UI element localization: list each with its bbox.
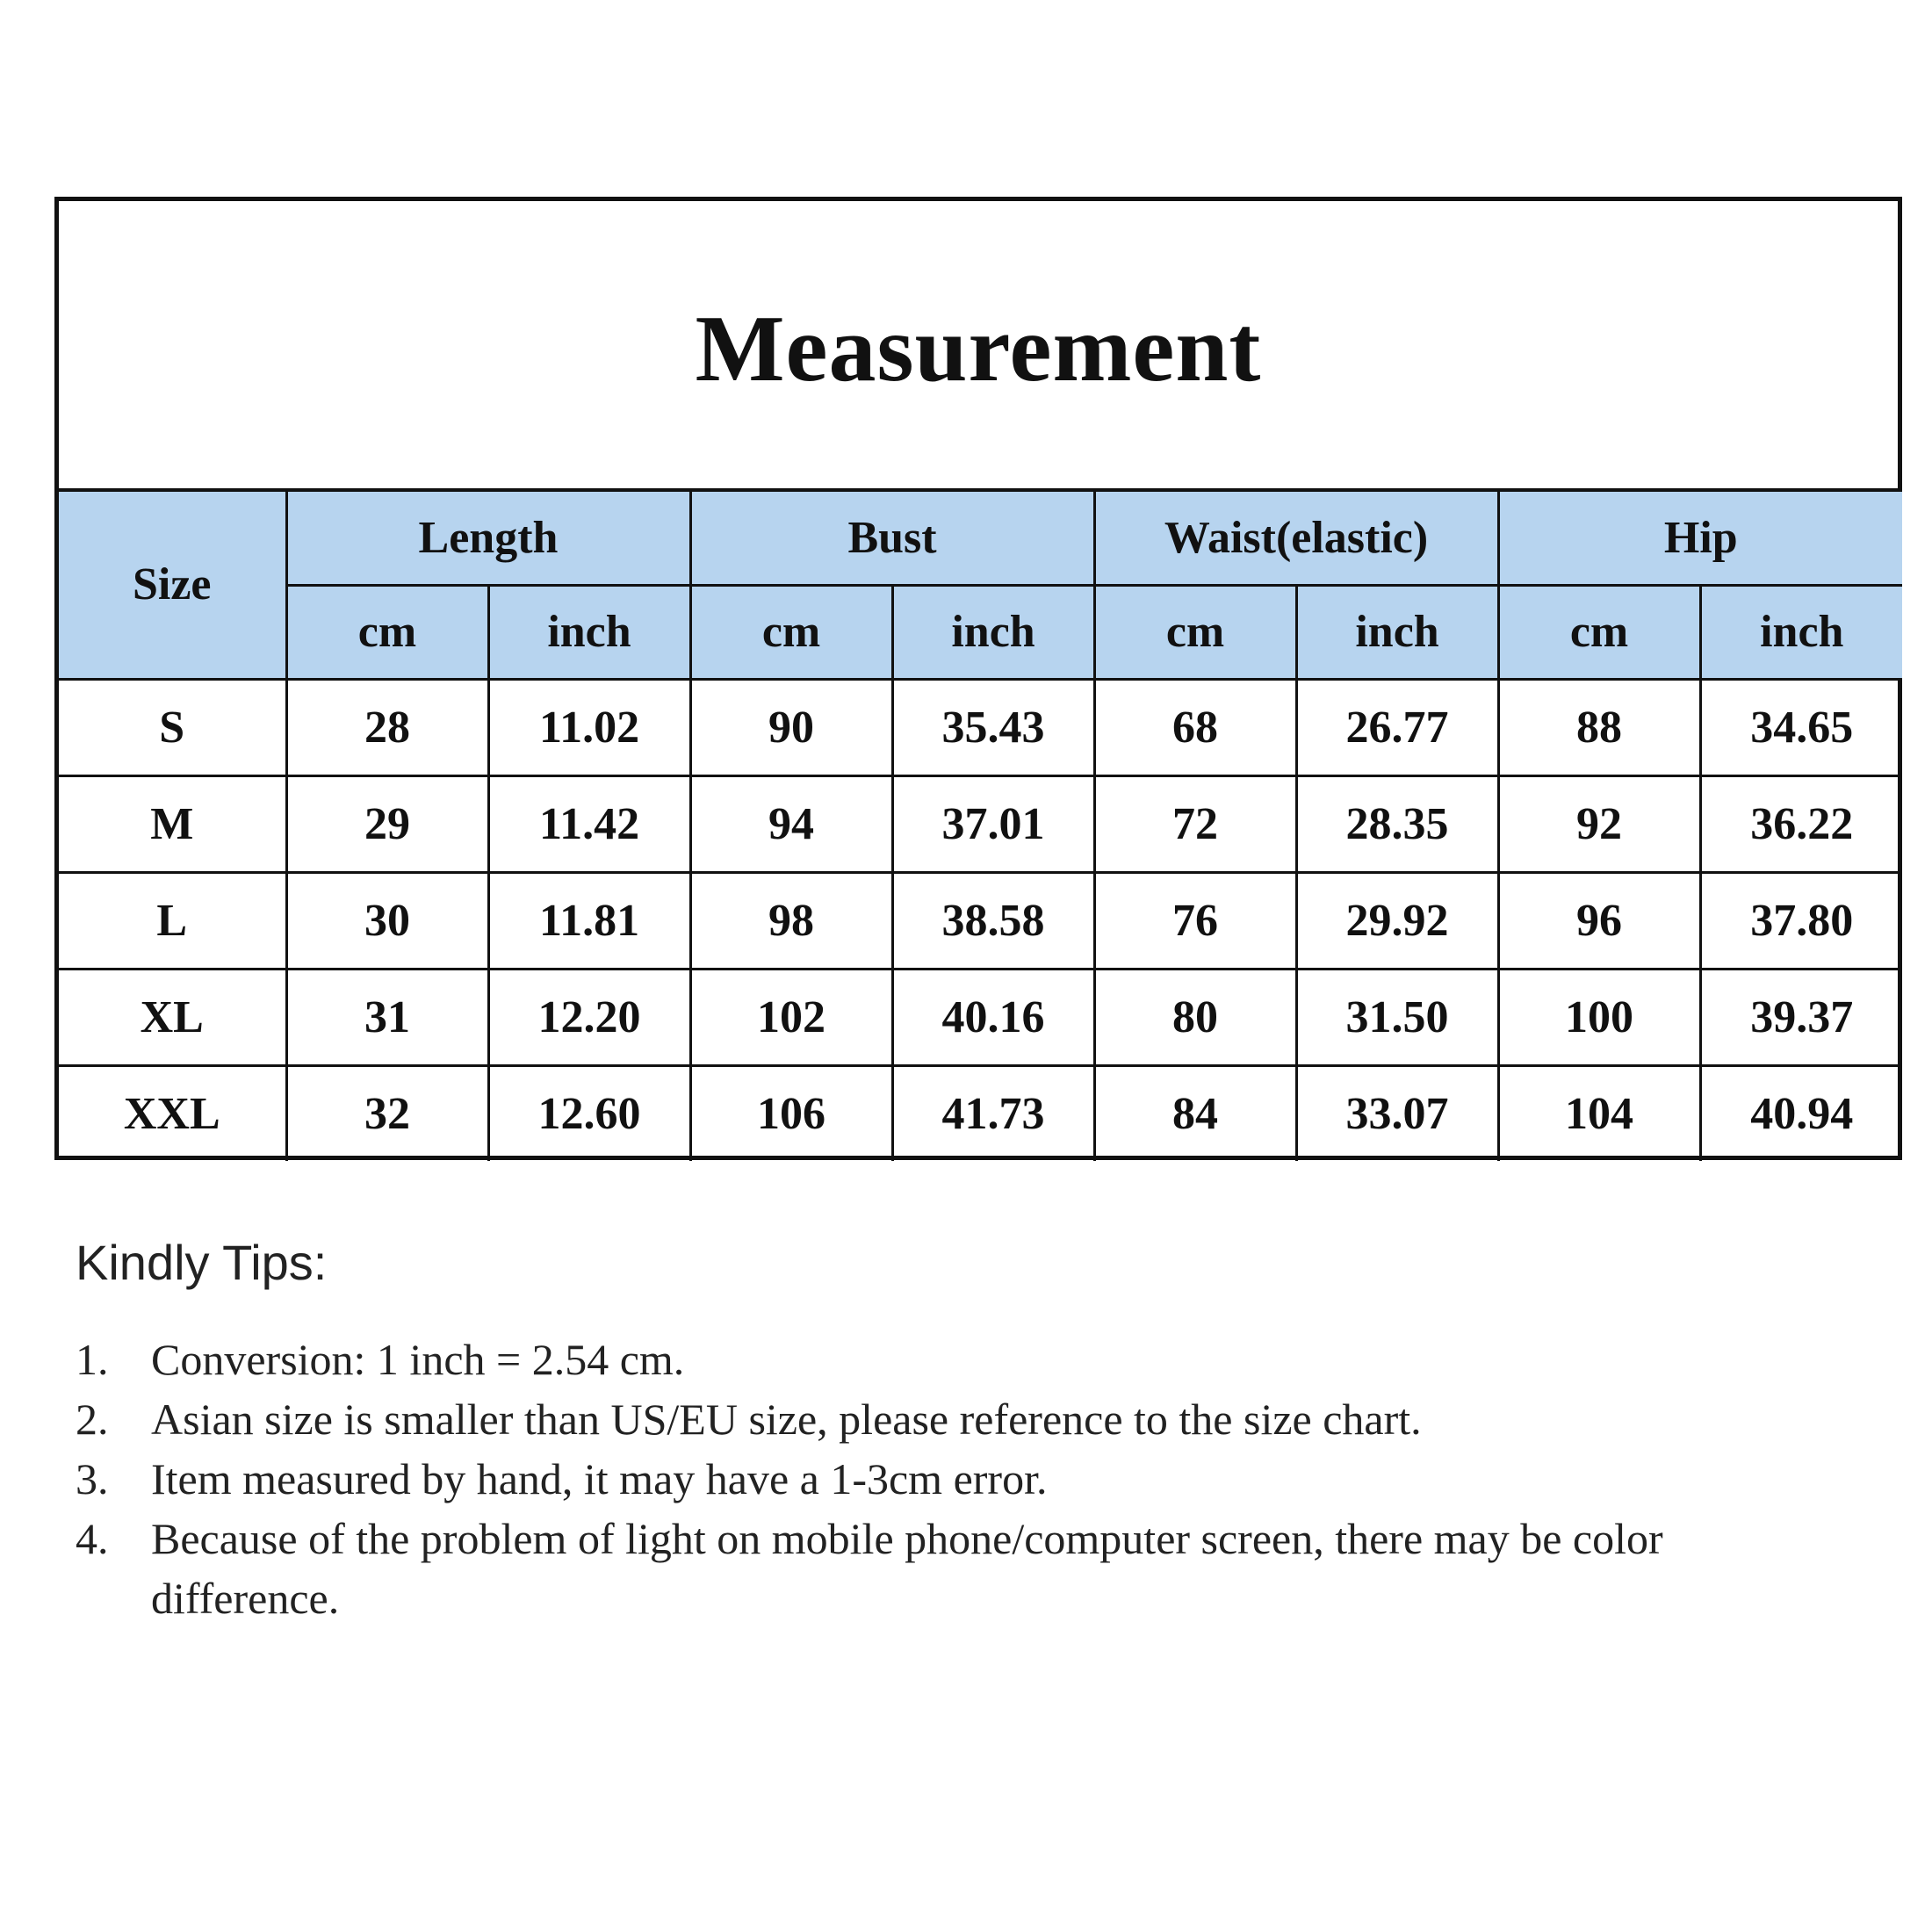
table-row — [59, 969, 1902, 1065]
table-cell: 32 — [286, 1065, 488, 1161]
tip-number: 2. — [76, 1395, 109, 1444]
table-cell: 11.02 — [488, 679, 690, 775]
table-cell: 92 — [1498, 775, 1700, 872]
tip-number: 1. — [76, 1335, 109, 1384]
tip-number: 3. — [76, 1454, 109, 1503]
tip-item — [76, 1389, 1885, 1449]
table-cell: 94 — [690, 775, 892, 872]
table-cell: 96 — [1498, 872, 1700, 969]
table-row — [59, 1065, 1902, 1161]
table-cell: 38.58 — [892, 872, 1094, 969]
table-cell: 31 — [286, 969, 488, 1065]
tip-item — [76, 1509, 1885, 1628]
size-cell: S — [59, 679, 286, 775]
unit-header: cm — [1094, 585, 1296, 679]
group-header-length: Length — [286, 492, 690, 585]
table-cell: 34.65 — [1700, 679, 1902, 775]
table-cell: 31.50 — [1296, 969, 1498, 1065]
table-row — [59, 775, 1902, 872]
table-cell: 35.43 — [892, 679, 1094, 775]
table-cell: 106 — [690, 1065, 892, 1161]
group-header-bust: Bust — [690, 492, 1094, 585]
table-cell: 33.07 — [1296, 1065, 1498, 1161]
table-cell: 41.73 — [892, 1065, 1094, 1161]
table-cell: 37.80 — [1700, 872, 1902, 969]
tip-item — [76, 1449, 1885, 1509]
unit-header: inch — [892, 585, 1094, 679]
table-cell: 80 — [1094, 969, 1296, 1065]
table-cell: 37.01 — [892, 775, 1094, 872]
unit-header: cm — [690, 585, 892, 679]
table-cell: 40.16 — [892, 969, 1094, 1065]
size-cell: XXL — [59, 1065, 286, 1161]
tip-text: Item measured by hand, it may have a 1-3cm error. — [151, 1454, 1048, 1503]
unit-header: inch — [488, 585, 690, 679]
size-table — [59, 492, 1902, 1161]
table-cell: 102 — [690, 969, 892, 1065]
header-group-row — [59, 492, 1902, 585]
group-header-waist: Waist(elastic) — [1094, 492, 1498, 585]
table-cell: 84 — [1094, 1065, 1296, 1161]
table-cell: 39.37 — [1700, 969, 1902, 1065]
table-cell: 11.42 — [488, 775, 690, 872]
group-header-hip: Hip — [1498, 492, 1902, 585]
unit-header: cm — [286, 585, 488, 679]
table-cell: 72 — [1094, 775, 1296, 872]
header-unit-row — [59, 585, 1902, 679]
tip-text: Conversion: 1 inch = 2.54 cm. — [151, 1335, 685, 1384]
table-cell: 26.77 — [1296, 679, 1498, 775]
table-cell: 90 — [690, 679, 892, 775]
table-cell: 11.81 — [488, 872, 690, 969]
unit-header: inch — [1296, 585, 1498, 679]
unit-header: inch — [1700, 585, 1902, 679]
table-cell: 36.22 — [1700, 775, 1902, 872]
table-cell: 28 — [286, 679, 488, 775]
tips-list — [76, 1330, 1885, 1628]
size-chart — [54, 197, 1902, 1160]
table-cell: 29 — [286, 775, 488, 872]
tips-section — [76, 1234, 1885, 1628]
title-row — [59, 201, 1898, 492]
tip-number: 4. — [76, 1514, 109, 1563]
tips-heading: Kindly Tips: — [76, 1235, 328, 1290]
size-cell: L — [59, 872, 286, 969]
tip-text: Asian size is smaller than US/EU size, please reference to the size chart. — [151, 1395, 1422, 1444]
table-cell: 29.92 — [1296, 872, 1498, 969]
unit-header: cm — [1498, 585, 1700, 679]
table-cell: 104 — [1498, 1065, 1700, 1161]
table-cell: 40.94 — [1700, 1065, 1902, 1161]
table-row — [59, 872, 1902, 969]
table-row — [59, 679, 1902, 775]
table-cell: 68 — [1094, 679, 1296, 775]
table-cell: 12.20 — [488, 969, 690, 1065]
table-cell: 88 — [1498, 679, 1700, 775]
table-cell: 28.35 — [1296, 775, 1498, 872]
size-cell: XL — [59, 969, 286, 1065]
table-cell: 30 — [286, 872, 488, 969]
size-column-header: Size — [59, 492, 286, 679]
tip-item — [76, 1330, 1885, 1389]
table-cell: 76 — [1094, 872, 1296, 969]
table-cell: 98 — [690, 872, 892, 969]
tip-text: Because of the problem of light on mobile phone/computer screen, there may be color difference. — [151, 1514, 1663, 1623]
table-cell: 100 — [1498, 969, 1700, 1065]
table-cell: 12.60 — [488, 1065, 690, 1161]
chart-title: Measurement — [695, 296, 1262, 401]
size-cell: M — [59, 775, 286, 872]
